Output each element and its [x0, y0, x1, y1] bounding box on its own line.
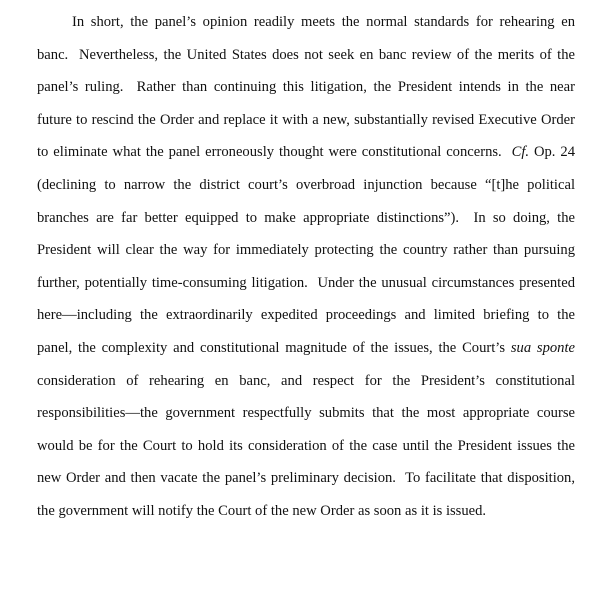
text-segment: banc. Nevertheless, the United States does not seek en banc review of the merits of the — [37, 46, 575, 63]
text-segment: further, potentially time-consuming litigation. Under the unusual circumstances presented — [37, 274, 575, 291]
text-segment: In short, the panel’s opinion readily meets the normal standards for rehearing en — [72, 14, 575, 30]
text-line — [37, 495, 575, 528]
text-segment: branches are far better equipped to make appropriate distinctions”). In so doing, the — [37, 209, 575, 226]
text-line — [37, 299, 575, 332]
document-page — [37, 6, 575, 528]
text-segment: President will clear the way for immediately protecting the country rather than pursuing — [37, 242, 575, 259]
italic-text-segment: sua sponte — [510, 339, 576, 356]
text-line — [37, 169, 575, 202]
text-line — [37, 202, 575, 235]
text-line — [37, 234, 575, 267]
text-segment: to eliminate what the panel erroneously thought were constitutional concerns. — [37, 144, 512, 161]
body-paragraph — [37, 6, 575, 528]
text-segment: here—including the extraordinarily expedited proceedings and limited briefing to the — [37, 307, 575, 324]
text-line — [37, 267, 575, 300]
text-segment: responsibilities—the government respectfully submits that the most appropriate course — [37, 405, 575, 422]
text-segment: panel’s ruling. Rather than continuing this litigation, the President intends in the near — [37, 79, 575, 96]
text-segment: consideration of rehearing en banc, and respect for the President’s constitutional — [37, 372, 575, 389]
text-segment: Op. 24 — [529, 144, 575, 161]
text-segment: the government will notify the Court of the new Order as soon as it is issued. — [37, 502, 487, 519]
text-line — [37, 397, 575, 430]
text-segment: future to rescind the Order and replace it with a new, substantially revised Executive Order — [37, 111, 575, 128]
text-segment: new Order and then vacate the panel’s preliminary decision. To facilitate that disposition, — [37, 470, 575, 487]
text-line — [37, 71, 575, 104]
text-line — [37, 39, 575, 72]
text-segment: would be for the Court to hold its consideration of the case until the President issues the — [37, 437, 575, 454]
text-segment: panel, the complexity and constitutional magnitude of the issues, the Court’s — [37, 339, 511, 356]
text-line — [37, 104, 575, 137]
italic-text-segment: Cf. — [511, 144, 530, 161]
text-line — [37, 136, 575, 169]
text-segment: (declining to narrow the district court’s overbroad injunction because “[t]he political — [37, 176, 575, 193]
text-line — [37, 6, 575, 39]
text-line — [37, 365, 575, 398]
text-line — [37, 462, 575, 495]
text-line — [37, 332, 575, 365]
text-line — [37, 430, 575, 463]
